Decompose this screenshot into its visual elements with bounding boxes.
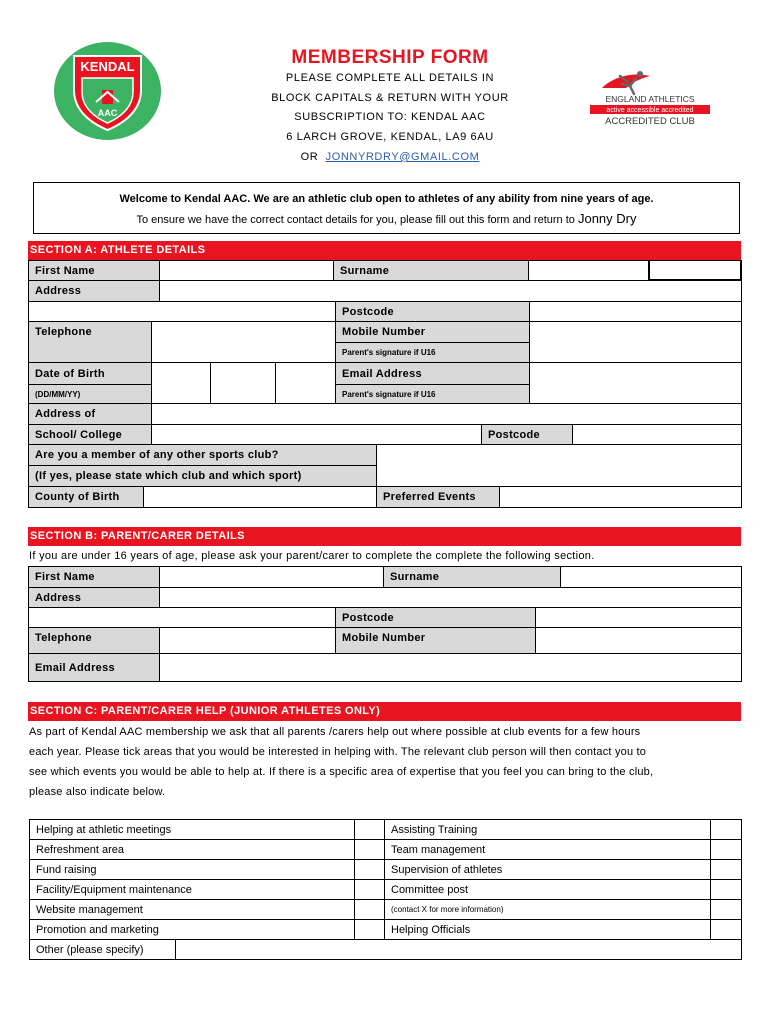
help-tick-box[interactable] — [355, 860, 385, 880]
school-label-2: School/ College — [29, 425, 152, 445]
help-item-left: Fund raising — [30, 860, 355, 880]
help-item-right-note: (contact X for more information) — [385, 900, 711, 920]
parent-email-input[interactable] — [160, 654, 742, 682]
mobile-input[interactable] — [530, 322, 742, 363]
welcome-line-1: Welcome to Kendal AAC. We are an athletic club open to athletes of any ability from nine years of age. — [119, 193, 654, 205]
help-item-left: Facility/Equipment maintenance — [30, 880, 355, 900]
help-tick-box[interactable] — [711, 900, 742, 920]
athlete-details-table — [28, 260, 742, 281]
kendal-logo-aac: AAC — [97, 108, 118, 118]
parent-contact-table — [28, 607, 742, 682]
help-tick-box[interactable] — [711, 840, 742, 860]
parent-address-input[interactable] — [160, 588, 742, 608]
parent-signature-label: Parent's signature if U16 — [336, 343, 530, 363]
header-line-2: BLOCK CAPITALS & RETURN WITH YOUR — [271, 92, 509, 104]
county-label: County of Birth — [29, 487, 144, 508]
parent-details-table — [28, 566, 742, 608]
help-item-left: Helping at athletic meetings — [30, 820, 355, 840]
events-label: Preferred Events — [377, 487, 500, 508]
help-other-label: Other (please specify) — [30, 940, 176, 960]
parent-email-label: Email Address — [29, 654, 160, 682]
help-other-input[interactable] — [176, 940, 742, 960]
help-tick-box[interactable] — [355, 900, 385, 920]
school-postcode-label: Postcode — [482, 425, 573, 445]
athlete-contact-table — [28, 321, 742, 363]
help-tick-box[interactable] — [711, 820, 742, 840]
header-line-3: SUBSCRIPTION TO: KENDAL AAC — [294, 111, 486, 123]
parent-signature-label-2: Parent's signature if U16 — [336, 385, 530, 404]
parent-mobile-label: Mobile Number — [336, 628, 536, 654]
section-c-line-3: see which events you would be able to help at. If there is a specific area of expertise that you feel you can bring to the club, — [29, 766, 654, 778]
telephone-input[interactable] — [152, 322, 336, 363]
section-c-line-4: please also indicate below. — [29, 786, 166, 798]
address-line-2-input[interactable] — [29, 302, 336, 322]
section-b-header: SECTION B: PARENT/CARER DETAILS — [28, 527, 741, 546]
kendal-aac-logo — [54, 42, 161, 140]
parent-address-label: Address — [29, 588, 160, 608]
kendal-shield-icon — [72, 52, 143, 132]
surname-input[interactable] — [529, 261, 649, 281]
first-name-input[interactable] — [160, 261, 334, 281]
parent-mobile-input[interactable] — [536, 628, 742, 654]
athlete-address-table — [28, 280, 742, 322]
parent-postcode-label: Postcode — [336, 608, 536, 628]
help-item-right: Helping Officials — [385, 920, 711, 940]
dob-year-input[interactable] — [276, 363, 336, 404]
section-c-line-1: As part of Kendal AAC membership we ask that all parents /carers help out where possible at club events for a few hours — [29, 726, 641, 738]
header-line-5 — [240, 151, 540, 163]
section-c-paragraph — [29, 722, 741, 802]
other-club-label-2: (If yes, please state which club and which sport) — [29, 466, 377, 487]
dob-format-label: (DD/MM/YY) — [29, 385, 152, 404]
ea-line2: active accessible accredited — [606, 107, 694, 114]
welcome-line-2 — [34, 211, 739, 226]
other-club-input[interactable] — [377, 445, 742, 487]
email-link[interactable]: JONNYRDRY@GMAIL.COM — [325, 151, 480, 163]
help-item-right: Assisting Training — [385, 820, 711, 840]
help-tick-box[interactable] — [711, 880, 742, 900]
ea-line3: ACCREDITED CLUB — [605, 116, 695, 127]
surname-label: Surname — [334, 261, 529, 281]
athlete-school-table — [28, 403, 742, 445]
address-input[interactable] — [160, 281, 742, 302]
parent-first-name-label: First Name — [29, 567, 160, 588]
school-label-1: Address of — [29, 404, 152, 425]
section-c-header: SECTION C: PARENT/CARER HELP (JUNIOR ATHLETES ONLY) — [28, 702, 741, 721]
postcode-input[interactable] — [530, 302, 742, 322]
events-input[interactable] — [500, 487, 742, 508]
mobile-label: Mobile Number — [336, 322, 530, 343]
athlete-figure-icon — [584, 68, 716, 130]
help-item-left: Promotion and marketing — [30, 920, 355, 940]
school-address-input-2[interactable] — [152, 425, 482, 445]
first-name-label: First Name — [29, 261, 160, 281]
help-other-table — [29, 939, 742, 960]
help-tick-box[interactable] — [355, 920, 385, 940]
mf-input[interactable] — [649, 260, 741, 280]
postcode-label: Postcode — [336, 302, 530, 322]
help-areas-table — [29, 819, 742, 940]
help-tick-box[interactable] — [355, 840, 385, 860]
email-label: Email Address — [336, 363, 530, 385]
parent-surname-input[interactable] — [561, 567, 742, 588]
header-line-1: PLEASE COMPLETE ALL DETAILS IN — [285, 72, 495, 84]
help-tick-box[interactable] — [355, 880, 385, 900]
welcome-box — [33, 182, 740, 234]
school-address-input[interactable] — [152, 404, 742, 425]
parent-telephone-label: Telephone — [29, 628, 160, 654]
help-tick-box[interactable] — [711, 860, 742, 880]
england-athletics-logo — [584, 68, 716, 130]
telephone-label: Telephone — [29, 322, 152, 363]
form-title: MEMBERSHIP FORM — [291, 47, 489, 68]
contact-name: Jonny Dry — [577, 211, 637, 226]
kendal-logo-text: KENDAL — [80, 59, 135, 74]
help-item-right: Supervision of athletes — [385, 860, 711, 880]
other-club-label-1: Are you a member of any other sports club? — [29, 445, 377, 466]
dob-month-input[interactable] — [211, 363, 276, 404]
address-label: Address — [29, 281, 160, 302]
parent-surname-label: Surname — [384, 567, 561, 588]
parent-telephone-input[interactable] — [160, 628, 336, 654]
school-postcode-input[interactable] — [573, 425, 742, 445]
help-item-left: Website management — [30, 900, 355, 920]
athlete-club-table — [28, 444, 742, 508]
help-tick-box[interactable] — [355, 820, 385, 840]
ea-line1: ENGLAND ATHLETICS — [605, 94, 695, 104]
dob-day-input[interactable] — [152, 363, 211, 404]
help-item-left: Refreshment area — [30, 840, 355, 860]
athlete-dob-table — [28, 362, 742, 404]
dob-label: Date of Birth — [29, 363, 152, 385]
help-tick-box[interactable] — [711, 920, 742, 940]
section-a-header: SECTION A: ATHLETE DETAILS — [28, 241, 741, 260]
help-item-right: Committee post — [385, 880, 711, 900]
county-input[interactable] — [144, 487, 377, 508]
help-item-right: Team management — [385, 840, 711, 860]
parent-address-line-2-input[interactable] — [29, 608, 336, 628]
welcome-text: To ensure we have the correct contact details for you, please fill out this form and return to — [136, 214, 575, 226]
section-c-line-2: each year. Please tick areas that you would be interested in helping with. The relevant club person will then contact you to — [29, 746, 647, 758]
or-label: OR — [300, 151, 319, 163]
parent-first-name-input[interactable] — [160, 567, 384, 588]
parent-postcode-input[interactable] — [536, 608, 742, 628]
section-b-intro: If you are under 16 years of age, please ask your parent/carer to complete the complete the following section. — [29, 550, 595, 562]
email-input[interactable] — [530, 363, 742, 404]
header-line-4: 6 LARCH GROVE, KENDAL, LA9 6AU — [286, 131, 494, 143]
